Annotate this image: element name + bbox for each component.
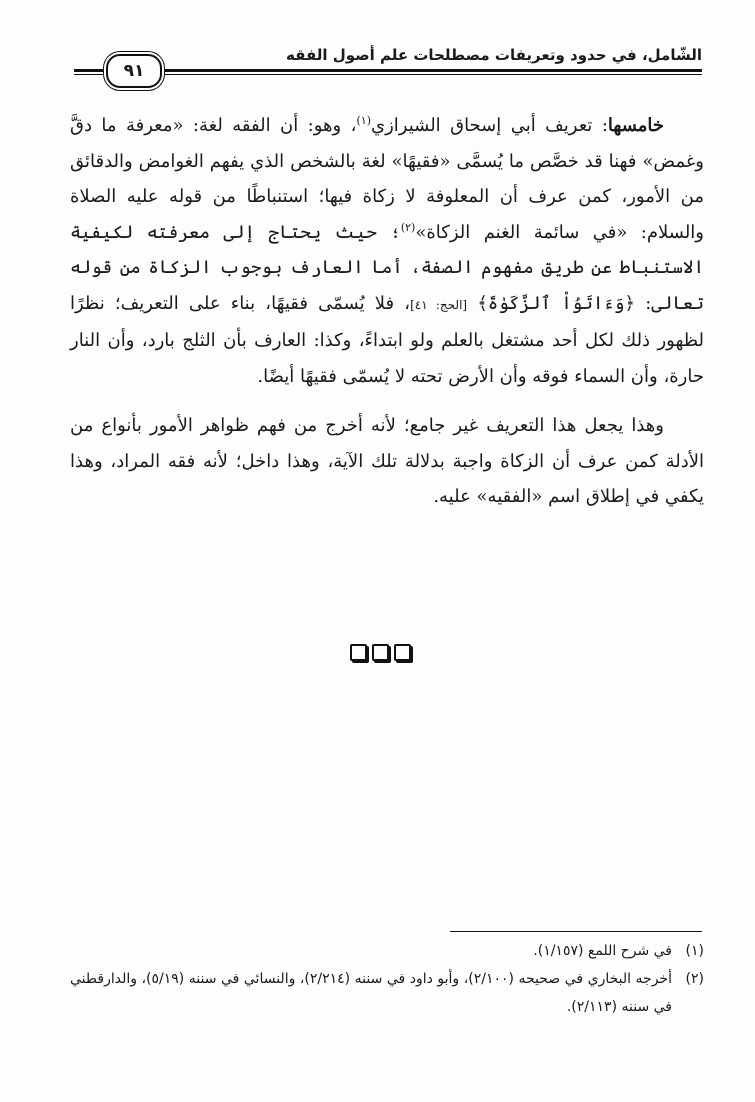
ornament-square-icon (394, 644, 411, 661)
paragraph-1-part-d: ، فلا يُسمّى فقيهًا، بناء على التعريف؛ نظرًا لظهور ذلك لكل أحد مشتغل بالعلم ولو ابتداءً، وكذا: العارف بأن الثلج بارد، وأن النار حارة، وأن السماء فوقه وأن الأرض تحته لا يُسمّى فقيهًا أيضًا. (70, 292, 704, 387)
paragraph-lead: خامسها (607, 115, 664, 136)
paragraph-1-part-b: ، وهو: أن الفقه لغة: «معرفة ما دقَّ وغمض» فهنا قد خصَّص ما يُسمَّى «فقيهًا» لغة بالشخص الذي يفهم الغوامض والدقائق من الأمور، كمن عرف أن المعلوفة لا زكاة فيها؛ استنباطًا من قوله عليه الصلاة والسلام: «في سائمة الغنم الزكاة» (70, 115, 704, 243)
main-text (70, 108, 704, 515)
footnote-text: أخرجه البخاري في صحيحه (٢/١٠٠)، وأبو داود في سننه (٢/٢١٤)، والنسائي في سننه (٥/١٩)، والدارقطني في سننه (٢/١١٣). (70, 971, 672, 1015)
book-title: الشّامل، في حدود وتعريفات مصطلحات علم أصول الفقه (286, 46, 702, 64)
paragraph-1-part-a: : تعريف أبي إسحاق الشيرازي (370, 115, 608, 136)
footnote-divider (450, 931, 702, 932)
footnote-marker-1[interactable]: (١) (356, 114, 371, 127)
footnote-text: في شرح اللمع (١/١٥٧). (533, 943, 672, 959)
quran-reference: [الحج: ٤١] (410, 297, 468, 312)
paragraph-1-part-c: ؛ حيث يحتاج إلى معرفته لكيفية الاستنباط عن طريق مفهوم الصفة، أما العارف بوجوب الزكاة من قوله تعالى: ﴿وَءَاتَوُاْ ٱلزَّكَوٰةَ﴾ (70, 221, 704, 314)
footnote-2 (70, 965, 704, 1021)
paragraph-2: وهذا يجعل هذا التعريف غير جامع؛ لأنه أخرج من فهم ظواهر الأمور بأنواع من الأدلة كمن عرف أن الزكاة واجبة بدلالة تلك الآية، وهذا داخل؛ لأنه فقه المراد، وهذا يكفي في إطلاق اسم «الفقيه» عليه. (70, 415, 704, 507)
header-rule-thick (74, 69, 702, 72)
footnote-marker-2[interactable]: (٢) (400, 220, 416, 234)
page-header (74, 42, 702, 92)
ornament-square-icon (350, 644, 367, 661)
paragraph-1 (70, 108, 704, 394)
ornament-square-icon (372, 644, 389, 661)
footnote-1 (70, 937, 704, 965)
section-separator-ornament (350, 644, 411, 661)
footnote-number: (٢) (685, 971, 704, 987)
page-number: ٩١ (123, 61, 145, 81)
page-number-badge (106, 54, 162, 88)
footnote-number: (١) (685, 943, 704, 959)
footnotes (70, 937, 704, 1021)
header-rule-thin (74, 74, 702, 75)
